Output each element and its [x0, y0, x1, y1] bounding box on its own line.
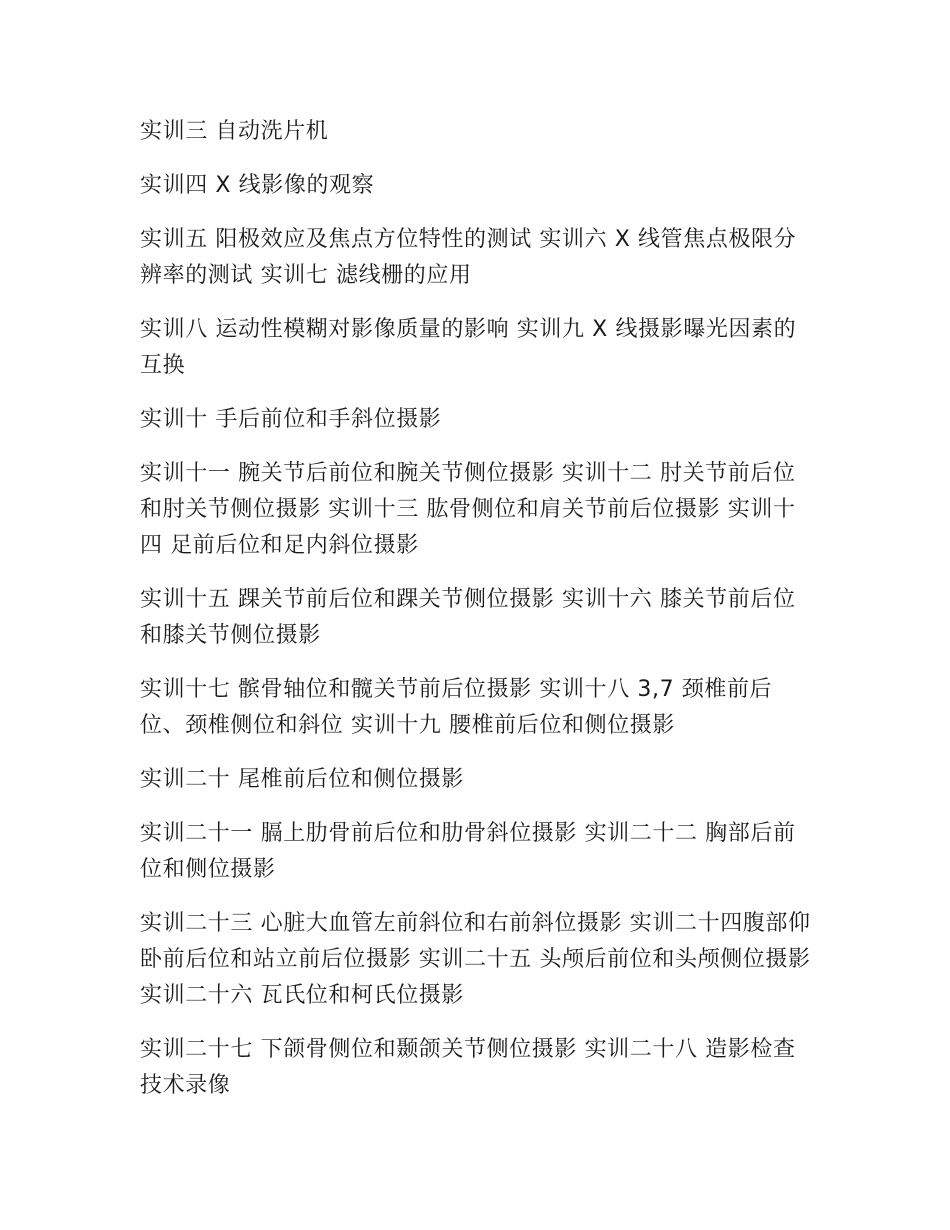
paragraph: 实训十五 踝关节前后位和踝关节侧位摄影 实训十六 膝关节前后位和膝关节侧位摄影	[140, 587, 796, 648]
paragraph: 实训五 阳极效应及焦点方位特性的测试 实训六 X 线管焦点极限分辨率的测试 实训七 滤线栅的应用	[140, 227, 797, 288]
paragraph: 实训十七 髌骨轴位和髋关节前后位摄影 实训十八 3,7 颈椎前后位、颈椎侧位和斜位 实训十九 腰椎前后位和侧位摄影	[140, 677, 773, 738]
document-body	[140, 114, 812, 1122]
paragraph: 实训十一 腕关节后前位和腕关节侧位摄影 实训十二 肘关节前后位和肘关节侧位摄影 实训十三 肱骨侧位和肩关节前后位摄影 实训十四 足前后位和足内斜位摄影	[140, 461, 796, 558]
paragraph: 实训八 运动性模糊对影像质量的影响 实训九 X 线摄影曝光因素的互换	[140, 317, 797, 378]
paragraph: 实训二十 尾椎前后位和侧位摄影	[140, 767, 464, 792]
paragraph: 实训二十三 心脏大血管左前斜位和右前斜位摄影 实训二十四腹部仰卧前后位和站立前后位摄影 实训二十五 头颅后前位和头颅侧位摄影 实训二十六 瓦氏位和柯氏位摄影	[140, 911, 811, 1008]
paragraph: 实训二十一 膈上肋骨前后位和肋骨斜位摄影 实训二十二 胸部后前位和侧位摄影	[140, 821, 796, 882]
paragraph: 实训四 X 线影像的观察	[140, 173, 375, 198]
paragraph: 实训三 自动洗片机	[140, 119, 329, 144]
paragraph: 实训二十七 下颌骨侧位和颞颌关节侧位摄影 实训二十八 造影检查技术录像	[140, 1037, 796, 1098]
paragraph: 实训十 手后前位和手斜位摄影	[140, 407, 442, 432]
